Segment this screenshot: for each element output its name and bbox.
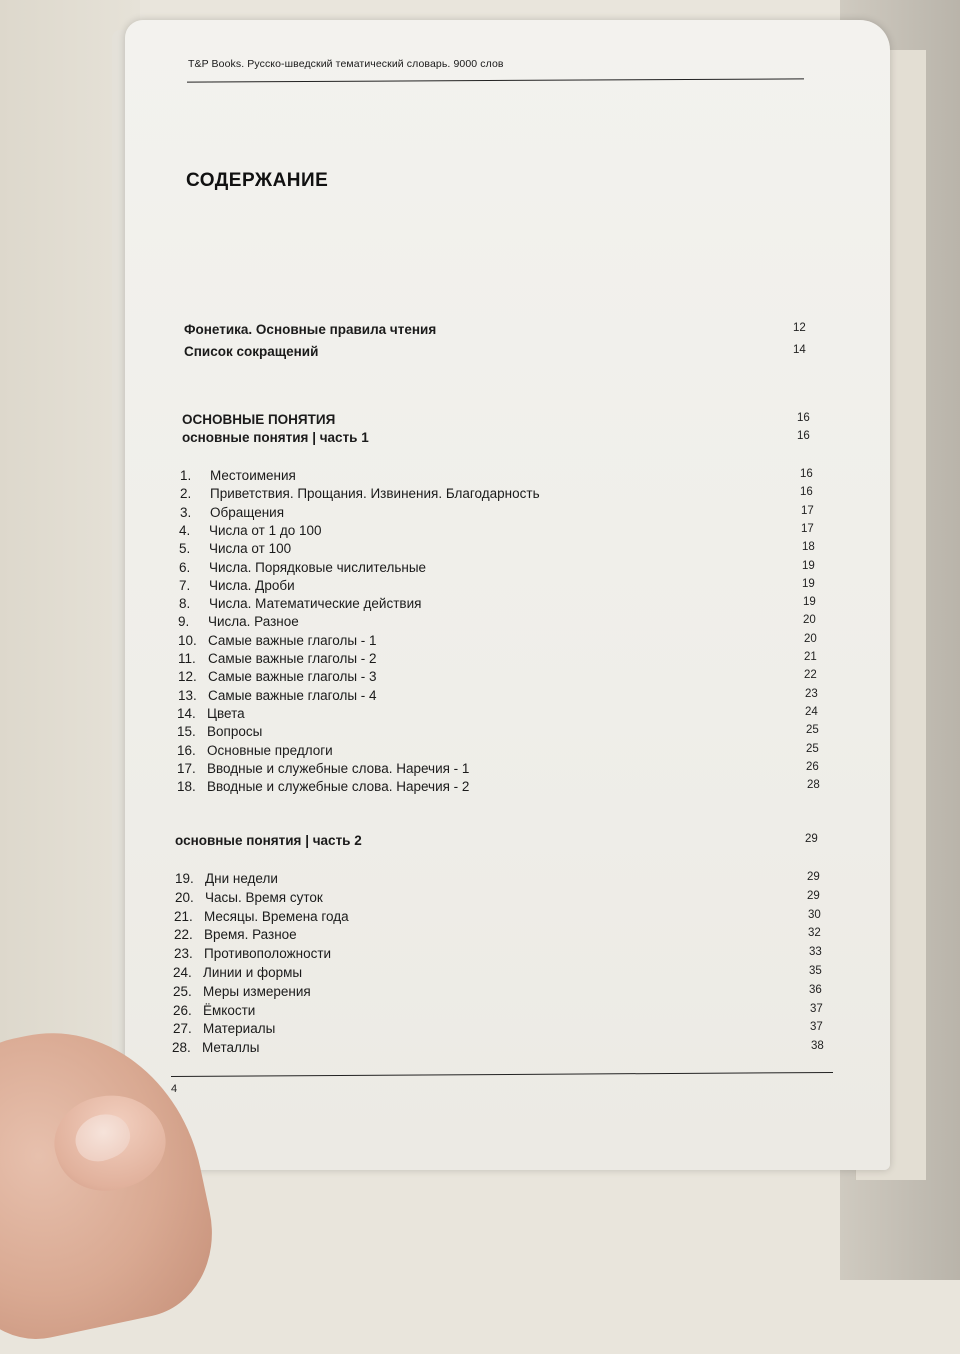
toc-item-21 [174,909,838,927]
toc-entry-number: 14. [177,705,196,721]
toc-page-number: 16 [797,430,810,442]
toc-entry-number: 9. [178,614,190,630]
toc-entry-label: Вопросы [207,724,263,740]
toc-entry-label: Числа. Математические действия [209,596,422,612]
toc-entry-number: 5. [179,541,191,557]
toc-page-number: 25 [806,724,819,737]
toc-item-14 [177,706,835,724]
toc-entry-label: Приветствия. Прощания. Извинения. Благодарность [210,486,540,502]
toc-page-number: 36 [809,983,822,996]
toc-item-12 [178,669,834,687]
toc-page-number: 14 [793,344,806,356]
toc-page-number: 25 [806,742,819,755]
toc-item-25 [173,984,839,1002]
toc-item-9 [178,614,833,632]
toc-entry-title [174,927,297,942]
page-title: СОДЕРЖАНИЕ [186,170,329,191]
toc-entry-title [179,523,322,538]
toc-item-24 [173,965,839,983]
toc-item-13 [178,688,835,706]
toc-page-number: 21 [804,651,817,663]
toc-entry-label: Самые важные глаголы - 1 [208,632,377,648]
toc-entry-label: Противоположности [204,946,332,962]
toc-entry-number: 7. [179,577,191,593]
toc-page-number: 20 [803,614,816,627]
toc-entry-label: Меры измерения [203,983,311,999]
toc-item-4 [179,523,831,541]
toc-entry-label: Время. Разное [204,927,297,943]
toc-item-28 [172,1040,841,1058]
toc-page-number: 22 [804,669,817,682]
toc-page-number: 17 [801,522,814,535]
header-rule [187,78,804,82]
toc-page-number: 33 [809,946,822,959]
toc-entry-title [178,633,377,648]
toc-entry-label: Дни недели [205,871,278,886]
toc-page-number: 12 [793,322,806,334]
toc-page-number: 32 [808,927,821,940]
toc-entry-title [172,1040,259,1055]
toc-entry-label: Линии и формы [203,965,303,980]
toc-item-5 [179,541,832,559]
toc-item-7 [179,578,832,596]
toc-entry-number: 20. [175,889,194,905]
footer-rule [171,1072,833,1077]
toc-entry-title [177,724,262,739]
toc-entry-number: 22. [174,927,193,943]
toc-entry-title [174,909,349,924]
toc-entry-title [179,596,421,611]
toc-entry-title [178,651,377,666]
toc-page-number: 29 [805,833,818,845]
toc-item-15 [177,724,836,742]
toc-item-11 [178,651,834,669]
toc-entry-title [174,946,331,961]
toc-page-number: 20 [804,632,817,645]
toc-page-number: 37 [810,1002,823,1015]
toc-entry-number: 4. [179,522,191,538]
toc-item-10 [178,633,834,651]
toc-entry-label: Числа. Разное [208,614,299,630]
toc-entry-title [175,890,323,905]
toc-entry-label: Материалы [203,1021,276,1037]
toc-entry-title [177,743,333,758]
toc-entry-label: Местоимения [210,468,296,483]
toc-page-number: 19 [802,577,815,590]
toc-page-number: 16 [800,486,813,499]
toc-page-number: 30 [808,908,821,921]
toc-entry-label: Часы. Время суток [205,889,323,905]
toc-entry-number: 3. [180,504,192,520]
toc-page-number: 35 [809,965,822,977]
toc-entry-label: Обращения [210,504,285,520]
toc-entry-title [179,578,295,593]
toc-item-19 [175,871,837,889]
toc-entry-title [180,486,540,501]
toc-entry-label: Вводные и служебные слова. Наречия - 1 [207,760,470,776]
toc-entry-number: 17. [177,760,196,776]
toc-entry-label: Числа. Дроби [209,577,295,593]
toc-entry-title [178,669,377,684]
toc-entry-number: 19. [175,871,194,886]
toc-item-2 [180,486,830,504]
toc-page-number: 37 [810,1021,823,1034]
toc-entry-number: 8. [179,596,191,612]
toc-entry-label: Числа. Порядковые числительные [209,559,427,575]
toc-item-22 [174,927,838,945]
toc-entry-title [177,706,245,721]
toc-entry-number: 23. [174,946,193,962]
toc-item-27 [173,1021,840,1039]
toc-entry-number: 16. [177,742,196,758]
toc-entry-title [180,468,296,483]
toc-page-number: 19 [802,559,815,572]
toc-item-20 [175,890,837,908]
toc-entry-title: основные понятия | часть 1 [182,430,369,445]
toc-entry-title [175,871,278,886]
toc-entry-label: Самые важные глаголы - 4 [208,687,377,703]
toc-entry-label: Числа от 1 до 100 [209,522,322,538]
toc-entry-number: 13. [178,687,197,703]
toc-entry-title: основные понятия | часть 2 [175,833,362,848]
toc-entry-title [179,560,426,575]
toc-entry-number: 24. [173,965,192,980]
toc-entry-title: ОСНОВНЫЕ ПОНЯТИЯ [182,412,336,427]
toc-entry-number: 26. [173,1002,192,1018]
toc-entry-number: 11. [178,651,196,666]
toc-entry-number: 15. [177,724,196,740]
toc-section-heading [182,412,827,430]
toc-item-6 [179,560,832,578]
toc-page-number: 24 [805,705,818,718]
toc-entry-title [180,505,284,520]
toc-item-23 [174,946,839,964]
toc-entry-number: 28. [172,1040,191,1056]
toc-entry-title [173,1021,275,1036]
toc-entry-number: 21. [174,908,193,924]
toc-abbreviations [184,344,823,362]
toc-entry-title: Список сокращений [184,344,319,359]
toc-item-18 [177,779,837,797]
toc-entry-number: 1. [180,468,192,483]
toc-page-number: 16 [797,412,810,424]
toc-entry-label: Месяцы. Времена года [204,908,349,924]
toc-entry-number: 25. [173,983,192,999]
toc-item-8 [179,596,833,614]
toc-entry-title [177,779,469,794]
toc-entry-title [173,984,311,999]
toc-page-number: 19 [803,596,816,609]
toc-entry-title [179,541,291,556]
toc-page-number: 29 [807,871,820,883]
toc-entry-number: 27. [173,1021,192,1037]
toc-page-number: 26 [806,760,819,773]
toc-entry-label: Цвета [207,705,245,721]
toc-entry-title [173,1003,255,1018]
toc-item-26 [173,1003,840,1021]
toc-entry-number: 12. [178,669,197,685]
toc-entry-number: 18. [177,779,196,795]
toc-page-number: 23 [805,687,818,700]
running-header: T&P Books. Русско-шведский тематический словарь. 9000 слов [188,58,504,70]
page-number: 4 [171,1083,178,1095]
toc-entry-title [178,614,299,629]
toc-entry-label: Числа от 100 [209,541,292,557]
toc-entry-number: 2. [180,486,192,502]
toc-entry-label: Ёмкости [203,1002,256,1018]
toc-page-number: 38 [811,1040,824,1053]
toc-page-number: 28 [807,779,820,792]
toc-phonetics [184,322,823,340]
toc-item-16 [177,743,836,761]
toc-entry-number: 10. [178,632,197,648]
toc-entry-label: Самые важные глаголы - 3 [208,669,377,685]
toc-item-17 [177,761,836,779]
toc-item-1 [180,468,830,486]
toc-part2-heading [175,833,835,851]
toc-part1-heading [182,430,827,448]
toc-page-number: 16 [800,468,813,480]
toc-page-number: 29 [807,889,820,902]
toc-entry-title: Фонетика. Основные правила чтения [184,322,437,337]
toc-entry-title [178,688,377,703]
toc-page-number: 18 [802,541,815,554]
book-page [125,20,890,1170]
toc-entry-label: Самые важные глаголы - 2 [208,651,377,666]
toc-entry-number: 6. [179,559,191,575]
toc-entry-title [173,965,302,980]
toc-page-number: 17 [801,504,814,517]
toc-item-3 [180,505,831,523]
toc-entry-label: Металлы [202,1040,260,1056]
toc-entry-label: Вводные и служебные слова. Наречия - 2 [207,779,470,795]
toc-entry-title [177,761,469,776]
toc-entry-label: Основные предлоги [207,742,333,758]
